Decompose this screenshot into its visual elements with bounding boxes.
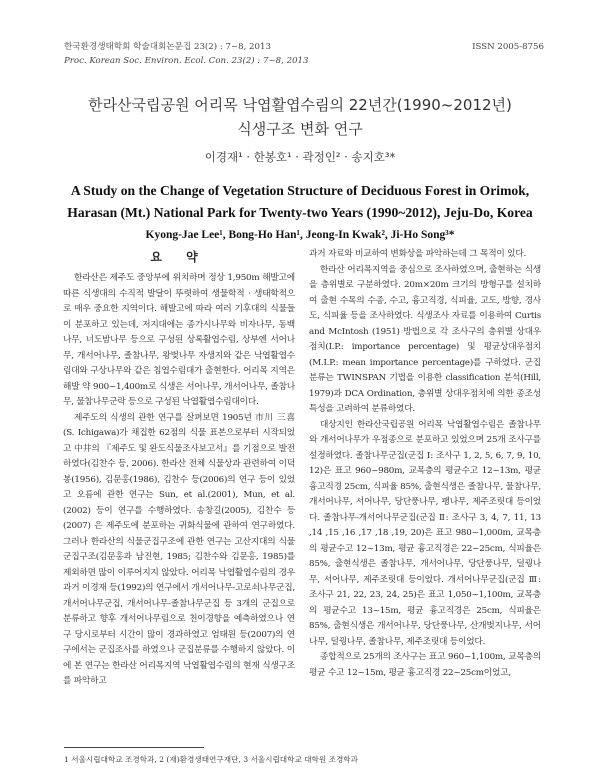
footnote-divider xyxy=(64,747,204,748)
left-column xyxy=(63,271,295,690)
title-en-line-1: A Study on the Change of Vegetation Structure of Deciduous Forest in Orimok, xyxy=(70,183,530,198)
title-en-line-2: Harasan (Mt.) National Park for Twenty-two Years (1990~2012), Jeju-Do, Korea xyxy=(67,205,533,220)
right-paragraph-3: 대상지인 한라산국립공원 어리목 낙엽활엽수림은 졸참나무와 개서어나무가 우점종으로 분포하고 있었으며 25개 조사구를 설정하였다. 졸참나무군집(군집 Ⅰ: 조사구 1, 2, 5, 6, 7, 9, 10, 12)은 표고 960~980m, 교목층의 평균수고 12~13m, 평균 흉고직경 25cm, 식피율 85%, 출현식생은 졸참나무, 물참나무, 개서어나무, 서어나무, 당단풍나무, 팽나무, 제주조릿대 등이었다. 졸참나무-개서어나무군집(군집 Ⅱ: 조사구 3, 4, 7, 11, 13 ,14 ,15 ,16 ,17 ,18 ,19, 20)은 표고 980~1,000m, 교목층의 평균수고 12~13m, 평균 흉고직경은 22~25cm, 식피율은 85%, 출현식생은 졸참나무, 개서어나무, 당단풍나무, 덜꿩나무, 서어나무, 제주조릿대 등이었다. 개서어나무군집(군집 Ⅲ: 조사구 21, 22, 23, 24, 25)은 표고 1,050~1,100m, 교목층의 평균수고 13~15m, 평균 흉고직경은 25cm, 식피율은 85%, 출현식생은 개서어나무, 당단풍나무, 산개벚지나무, 서어나무, 덜꿩나무, 졸참나무, 제주조릿대 등이었다. xyxy=(309,419,541,647)
left-paragraph-2: 제주도의 식생의 관한 연구를 살펴보면 1905년 市川 三喜(S. Ichigawa)가 채집한 62점의 식물 표본으로부터 시작되었고 中井의 『제주도 및 완도식물조사보고서』를 기점으로 발전하였다(김찬수 등, 2006). 한라산 전체 식물상과 관련하여 이덕봉(1956), 김문홍(1986), 김찬수 등(2006)의 연구 등이 있었고 오름에 관한 연구는 Sun, et al.(2001), Mun, et al.(2002) 등이 연구를 수행하였다. 송창길(2005), 김찬수 등(2007) 은 제주도에 분포하는 귀화식물에 관하여 연구하였다. 그러나 한라산의 식물군집구조에 관한 연구는 고산지대의 식물군집구조(김문홍과 남진현, 1985; 김찬수와 김문홍, 1985)를 제외하면 많이 이루어지지 않았다. 어리목 낙엽활엽수림의 경우 과거 이경재 등(1992)의 연구에서 개서어나무-고로쇠나무군집, 개서어나무군집, 개서어나무-졸참나무군집 등 3개의 군집으로 분류하고 향후 개서어나무림으로 천이경향을 예측하였으나 연구 당시로부터 시간이 많이 경과하였고 엄태원 등(2007)의 연구에서는 군집조사를 하였으나 군집분류를 수행하지 않았다. 이에 본 연구는 한라산 어리목지역 낙엽활엽수림의 현재 식생구조를 파악하고 xyxy=(63,412,295,686)
right-paragraph-2: 한라산 어리목지역을 중심으로 조사하였으며, 출현하는 식생을 층위별로 구분하였다. 20m×20m 크기의 방형구를 설치하여 출현 수목의 수종, 수고, 흉고직경, 식피율, 고도, 방향, 경사도, 식피율 등을 조사하였다. 식생조사 자료를 이용하여 Curtis and McIntosh (1951) 방법으로 각 조사구의 층위별 상대우점치(I.P.: importance percentage) 및 평균상대우점치(M.I.P.: mean importance percentage)를 구하였다. 군집분류는 TWINSPAN 기법을 이용한 classification 분석(Hill, 1979)과 DCA Ordination, 층위별 상대우점치에 의한 종조성 특성을 고려하여 분류하였다. xyxy=(309,264,541,414)
title-kr-line-1: 한라산국립공원 어리목 낙엽활엽수림의 22년간(1990~2012년) xyxy=(88,96,512,114)
authors-korean: 이경재¹ · 한봉호¹ · 곽정인² · 송지호³* xyxy=(204,150,396,164)
authors-english: Kyong-Jae Lee¹, Bong-Ho Han¹, Jeong-In Kwak², Ji-Ho Song³* xyxy=(145,229,455,241)
affiliation-footnote: 1 서울시립대학교 조경학과, 2 (재)환경생태연구재단, 3 서울시립대학교 대학원 조경학과 xyxy=(64,755,358,764)
right-paragraph-4: 종합적으로 25개의 조사구는 표고 960~1,100m, 교목층의 평균 수고 12~15m, 평균 흉고직경 22~25cm이었고, xyxy=(309,652,541,678)
page-title-english xyxy=(0,180,600,224)
abstract-heading: 요 약 xyxy=(150,250,208,264)
left-paragraph-1: 한라산은 제주도 중앙부에 위치하며 정상 1,950m 해발고에 따른 식생대의 수직적 발달이 뚜렷하여 생물학적 · 생태학적으로 매우 중요한 지역이다. 해발고에 따라 여러 기후대의 식물들이 분포하고 있는데, 저지대에는 종가시나무와 비자나무, 동백나무, 너도밤나무 등으로 구성된 상록활엽수림, 상부엔 서어나무, 개서어나무, 졸참나무, 왕벚나무 자생지와 같은 낙엽활엽수림대와 구상나무와 같은 침엽수림대가 출현한다. 어리목 지역은 해발 약 900~1,400m로 식생은 서어나무, 개서어나무, 졸참나무, 물참나무군락 등으로 구성된 낙엽활엽수림대이다. xyxy=(63,273,295,407)
right-paragraph-1: 과거 자료와 비교하여 변화상을 파악하는데 그 목적이 있다. xyxy=(309,249,527,259)
right-column xyxy=(309,247,541,681)
page-title-korean xyxy=(0,93,600,141)
title-kr-line-2: 식생구조 변화 연구 xyxy=(237,120,363,138)
journal-citation-english: Proc. Korean Soc. Environ. Ecol. Con. 23(2) : 7~8, 2013 xyxy=(64,56,309,66)
issn: ISSN 2005-8756 xyxy=(472,42,544,52)
journal-citation-korean: 한국환경생태학회 학술대회논문집 23(2) : 7~8, 2013 xyxy=(64,42,271,52)
running-header xyxy=(64,40,544,68)
